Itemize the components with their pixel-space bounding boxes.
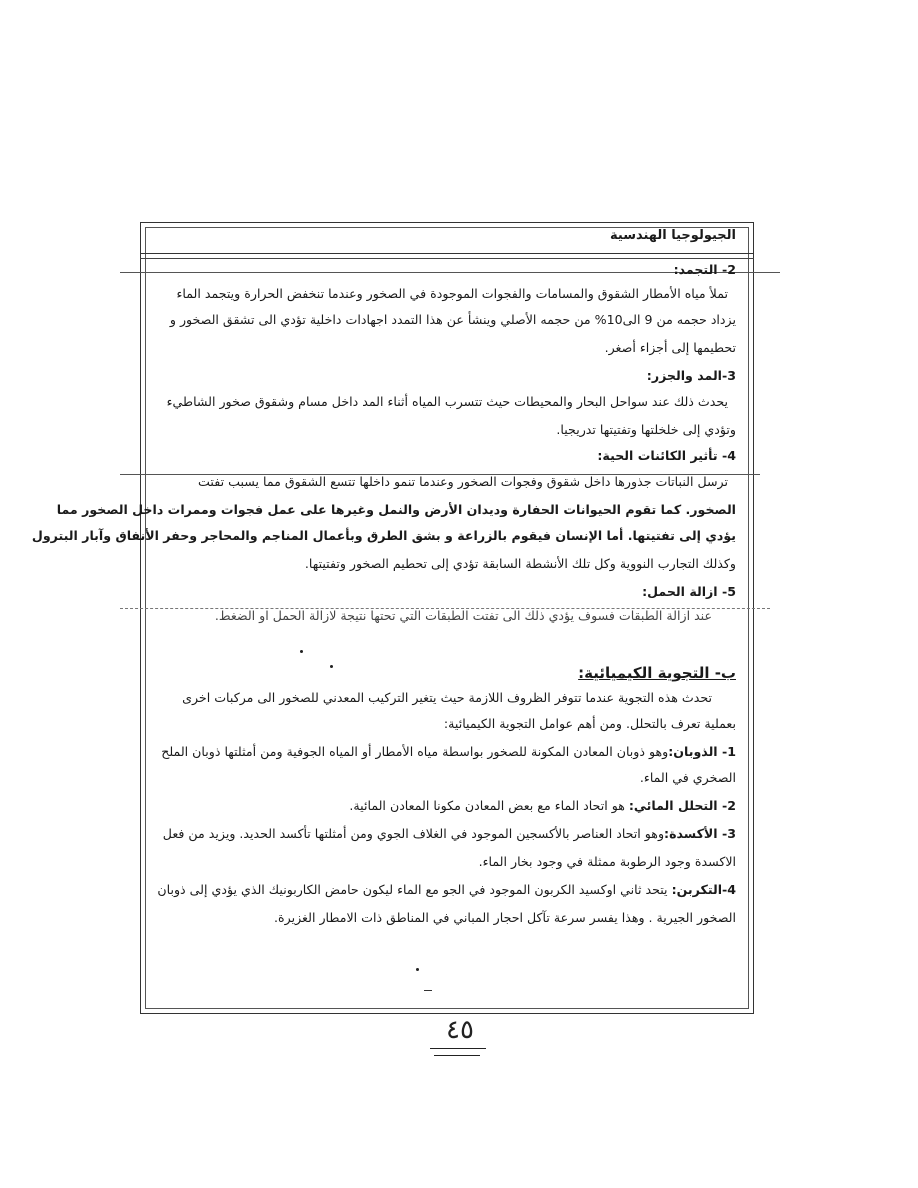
speck-mark bbox=[300, 650, 303, 653]
section-5-title: 5- ازالة الحمل: bbox=[642, 584, 736, 599]
header-band bbox=[140, 222, 754, 254]
page-number-underline bbox=[430, 1048, 486, 1049]
item-1-text: وهو ذوبان المعادن المكونة للصخور بواسطة مياه الأمطار أو المياه الجوفية ومن أمثلتها ذوبان الملح bbox=[161, 744, 669, 759]
section-3-title: 3-المد والجزر: bbox=[646, 368, 736, 383]
item-3-term: 3- الأكسدة: bbox=[664, 826, 736, 841]
section-2-line-1: تملأ مياه الأمطار الشقوق والمسامات والفجوات الموجودة في الصخور وعندما تنخفض الحرارة ويتجمد الماء bbox=[176, 286, 728, 301]
section-2-line-2: يزداد حجمه من 9 الى10% من حجمه الأصلي وينشأ عن هذا التمدد اجهادات داخلية تؤدي الى تشقق الصخور و bbox=[169, 312, 736, 327]
item-4-term: 4-التكربن: bbox=[671, 882, 736, 897]
item-2-line bbox=[349, 800, 736, 813]
item-3-line-2: الاكسدة وجود الرطوبة ممثلة في وجود بخار الماء. bbox=[478, 854, 736, 869]
item-2-term: 2- التحلل المائي: bbox=[628, 798, 736, 813]
item-3-line-1 bbox=[163, 828, 736, 841]
speck-mark bbox=[416, 968, 419, 971]
page-number-underline bbox=[434, 1055, 480, 1056]
section-4-line-4: وكذلك التجارب النووية وكل تلك الأنشطة السابقة تؤدي إلى تحطيم الصخور وتفتيتها. bbox=[304, 556, 736, 571]
section-2-title: 2- التجمد: bbox=[673, 262, 736, 277]
section-4-line-1: ترسل النباتات جذورها داخل شقوق وفجوات الصخور وعندما تنمو داخلها تتسع الشقوق مما يسبب تفتت bbox=[198, 474, 728, 489]
header-title: الجيولوجيا الهندسية bbox=[610, 228, 736, 243]
section-4-line-2: الصخور. كما تقوم الحيوانات الحفارة وديدان الأرض والنمل وغيرها على عمل فجوات وممرات داخل الصخور مما bbox=[56, 502, 736, 517]
item-4-line-2: الصخور الجيرية . وهذا يفسر سرعة تآكل احجار المباني في المناطق ذات الامطار الغزيرة. bbox=[274, 910, 736, 925]
section-5-line-1: عند ازالة الطبقات فسوف يؤدي ذلك الى تفتت الطبقات التي تحتها نتيجة لازالة الحمل او الضغط. bbox=[214, 608, 712, 623]
item-2-text: هو اتحاد الماء مع بعض المعادن مكونا المعادن المائية. bbox=[349, 798, 629, 813]
item-3-text: وهو اتحاد العناصر بالأكسجين الموجود في الغلاف الجوي ومن أمثلتها تأكسد الحديد. ويزيد من فعل bbox=[162, 826, 665, 841]
item-1-term: 1- الذوبان: bbox=[668, 744, 736, 759]
section-3-line-2: وتؤدي إلى خلخلتها وتفتيتها تدريجيا. bbox=[556, 422, 736, 437]
section-b-line-1: تحدث هذه التجوية عندما تتوفر الظروف اللازمة حيث يتغير التركيب المعدني للصخور الى مركبات اخرى bbox=[182, 690, 712, 705]
section-3-line-1: يحدث ذلك عند سواحل البحار والمحيطات حيث تتسرب المياه أثناء المد داخل مسام وشقوق صخور الشاطيء bbox=[166, 394, 728, 409]
section-4-title: 4- تأثير الكائنات الحية: bbox=[597, 448, 736, 463]
speck-mark bbox=[330, 665, 333, 668]
item-1-line-2: الصخري في الماء. bbox=[639, 770, 736, 785]
section-4-line-3: يؤدي إلى تفتيتها. أما الإنسان فيقوم بالزراعة و بشق الطرق وبأعمال المناجم والمحاجر وحفر الأنفاق وآبار البترول bbox=[31, 528, 736, 543]
page-number: ٤٥ bbox=[446, 1015, 474, 1045]
section-b-title: ب- التجوية الكيميائية: bbox=[578, 664, 736, 682]
speck-mark bbox=[424, 990, 432, 991]
section-b-line-2: بعملية تعرف بالتحلل. ومن أهم عوامل التجوية الكيميائية: bbox=[443, 716, 736, 731]
item-4-line-1 bbox=[157, 884, 736, 897]
section-2-line-3: تحطيمها إلى أجزاء أصغر. bbox=[604, 340, 736, 355]
item-1-line-1 bbox=[161, 746, 736, 759]
item-4-text: يتحد ثاني اوكسيد الكربون الموجود في الجو مع الماء ليكون حامض الكاربونيك الذي يؤدي إلى ذوبان bbox=[157, 882, 672, 897]
